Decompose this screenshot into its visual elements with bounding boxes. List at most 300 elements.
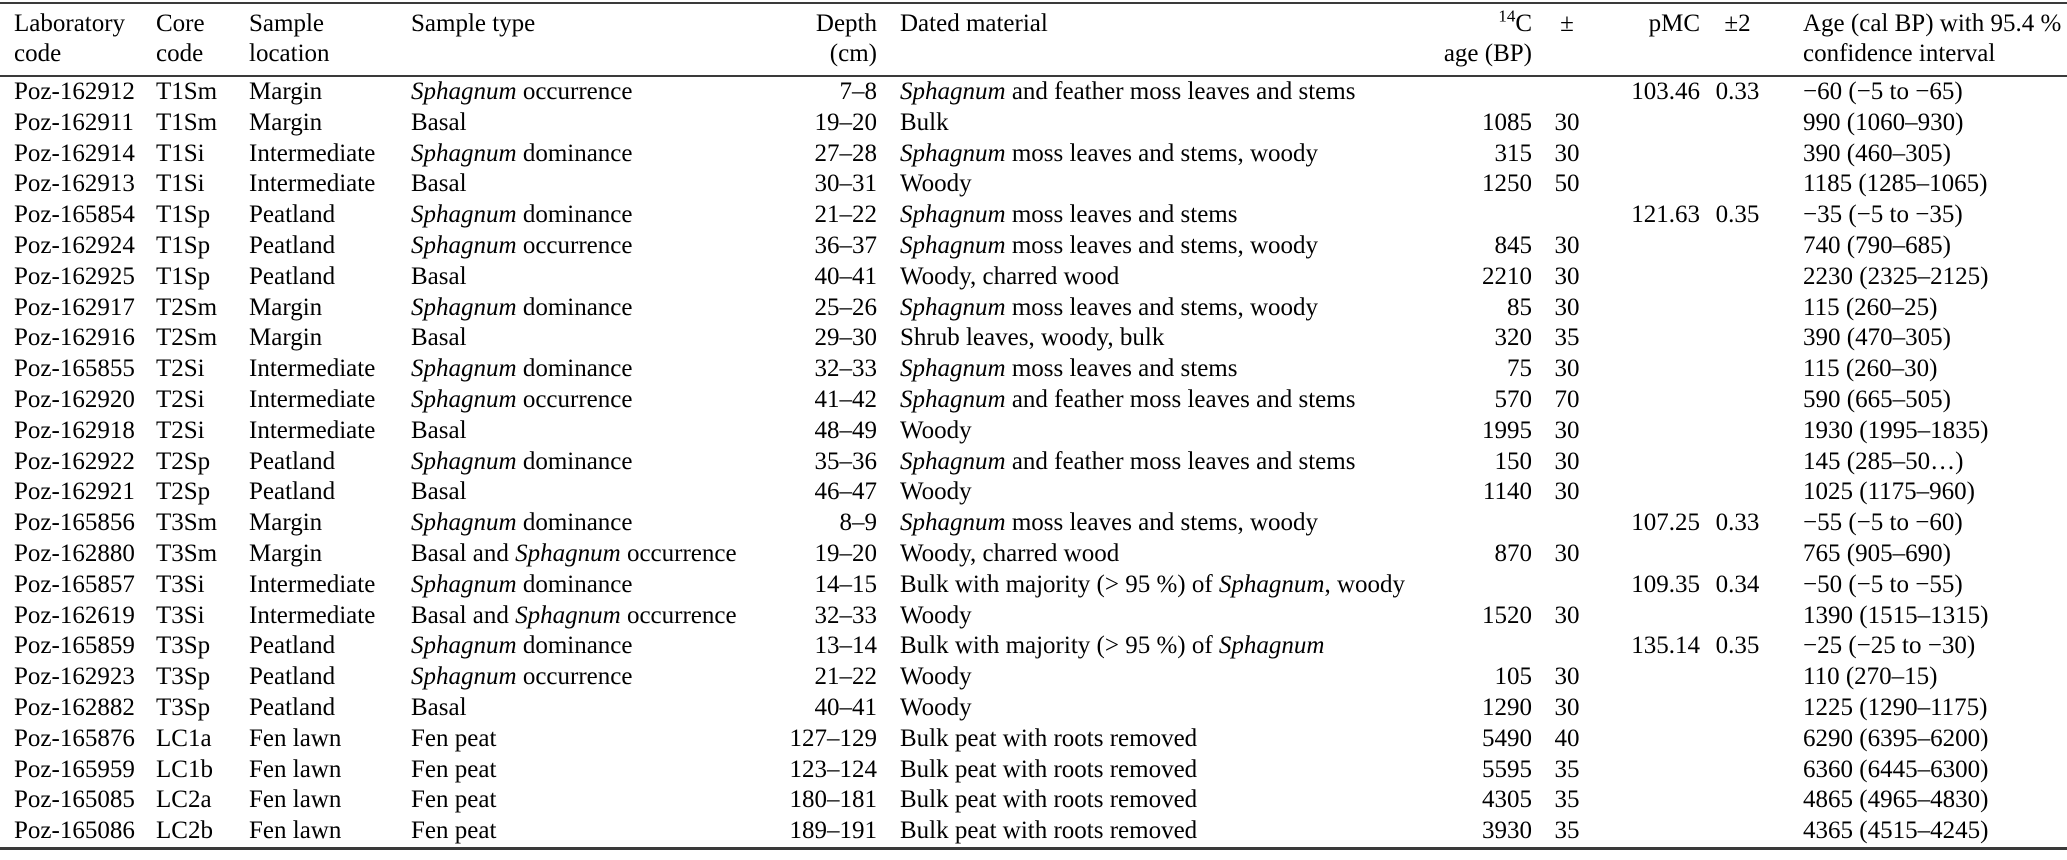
cell-c14-age-bp <box>1407 570 1532 601</box>
cell-dated-material: Sphagnum moss leaves and stems <box>900 201 1238 229</box>
table-row <box>0 539 2067 570</box>
header-line: (cm) <box>829 40 877 67</box>
cell-dated-material: Shrub leaves, woody, bulk <box>900 324 1165 352</box>
cell-pmc <box>1602 662 1700 693</box>
cell-sample-location: Intermediate <box>249 416 376 444</box>
cell-c14-error: 30 <box>1554 139 1580 167</box>
cell-dated-material: Bulk peat with roots removed <box>900 786 1198 814</box>
cell-c14-error: 30 <box>1554 663 1580 691</box>
cell-pmc: 135.14 <box>1631 632 1700 660</box>
cell-depth-cm: 25–26 <box>814 293 877 321</box>
cell-core-code: T1Sp <box>156 231 211 259</box>
cell-pmc-error: 0.33 <box>1715 509 1760 537</box>
cell-sample-location: Peatland <box>249 693 336 721</box>
cell-c14-age-bp: 150 <box>1494 447 1532 475</box>
cell-sample-type: Basal <box>411 416 467 444</box>
cell-sample-location: Margin <box>249 108 323 136</box>
cell-pmc-error <box>1700 108 1775 139</box>
cell-laboratory-code: Poz-162912 <box>14 78 135 105</box>
cell-cal-age: 1225 (1290–1175) <box>1803 693 1988 721</box>
cell-dated-material: Woody <box>900 693 972 721</box>
header-row <box>0 3 2067 76</box>
cell-pmc-error <box>1700 385 1775 416</box>
cell-laboratory-code: Poz-162619 <box>14 601 135 629</box>
cell-cal-age: 390 (460–305) <box>1803 139 1951 167</box>
table-row <box>0 416 2067 447</box>
cell-sample-location: Fen lawn <box>249 755 342 783</box>
cell-core-code: T1Sm <box>156 108 218 136</box>
cell-sample-location: Peatland <box>249 632 336 660</box>
cell-c14-age-bp: 3930 <box>1482 817 1532 845</box>
cell-c14-error: 30 <box>1554 447 1580 475</box>
cell-sample-type: Sphagnum dominance <box>411 139 633 167</box>
cell-c14-error: 30 <box>1554 416 1580 444</box>
cell-cal-age: 110 (270–15) <box>1803 663 1938 691</box>
cell-laboratory-code: Poz-165855 <box>14 355 135 383</box>
cell-sample-type: Basal <box>411 108 467 136</box>
cell-dated-material: Sphagnum moss leaves and stems, woody <box>900 231 1319 259</box>
cell-depth-cm: 27–28 <box>814 139 877 167</box>
header-line: Sample type <box>411 10 536 37</box>
cell-depth-cm: 19–20 <box>814 108 877 136</box>
table-row <box>0 293 2067 324</box>
column-header-c14-age <box>1407 3 1532 76</box>
cell-cal-age: −35 (−5 to −35) <box>1803 201 1963 229</box>
cell-pmc <box>1602 785 1700 816</box>
cell-sample-location: Intermediate <box>249 170 376 198</box>
cell-depth-cm: 46–47 <box>814 478 877 506</box>
cell-core-code: T2Si <box>156 416 205 444</box>
table-row <box>0 693 2067 724</box>
cell-sample-location: Fen lawn <box>249 724 342 752</box>
cell-c14-error: 40 <box>1554 724 1580 752</box>
cell-core-code: T1Si <box>156 139 205 167</box>
column-header-pmc-error <box>1700 3 1775 76</box>
cell-pmc-error: 0.35 <box>1715 632 1760 660</box>
cell-laboratory-code: Poz-165959 <box>14 755 135 783</box>
cell-laboratory-code: Poz-162921 <box>14 478 135 506</box>
table-row <box>0 231 2067 262</box>
cell-pmc-error <box>1700 231 1775 262</box>
cell-c14-age-bp: 105 <box>1494 663 1532 691</box>
cell-c14-age-bp: 570 <box>1494 385 1532 413</box>
cell-sample-location: Fen lawn <box>249 786 342 814</box>
cell-pmc <box>1602 262 1700 293</box>
cell-dated-material: Woody <box>900 663 972 691</box>
cell-cal-age: 2230 (2325–2125) <box>1803 262 1989 290</box>
cell-pmc <box>1602 724 1700 755</box>
cell-laboratory-code: Poz-165856 <box>14 509 135 537</box>
cell-sample-type: Sphagnum occurrence <box>411 663 633 691</box>
cell-dated-material: Bulk with majority (> 95 %) of Sphagnum <box>900 632 1325 660</box>
cell-sample-location: Intermediate <box>249 385 376 413</box>
column-header-depth <box>743 3 877 76</box>
cell-pmc-error <box>1700 693 1775 724</box>
cell-c14-age-bp: 75 <box>1507 355 1532 383</box>
header-line: Core <box>156 10 205 37</box>
cell-dated-material: Sphagnum moss leaves and stems, woody <box>900 509 1319 537</box>
cell-pmc-error <box>1700 601 1775 632</box>
cell-laboratory-code: Poz-165085 <box>14 786 135 814</box>
cell-c14-age-bp: 1140 <box>1482 478 1532 506</box>
cell-core-code: T3Sm <box>156 539 218 567</box>
cell-c14-error: 30 <box>1554 601 1580 629</box>
cell-core-code: T2Sp <box>156 447 211 475</box>
table-row <box>0 447 2067 478</box>
cell-pmc-error <box>1700 724 1775 755</box>
cell-cal-age: −25 (−25 to −30) <box>1803 632 1976 660</box>
cell-c14-error: 35 <box>1554 786 1580 814</box>
cell-laboratory-code: Poz-162924 <box>14 231 135 259</box>
cell-c14-age-bp: 870 <box>1494 539 1532 567</box>
cell-c14-error: 30 <box>1554 108 1580 136</box>
cell-dated-material: Woody <box>900 478 972 506</box>
cell-laboratory-code: Poz-165854 <box>14 201 135 229</box>
table-row <box>0 755 2067 786</box>
cell-core-code: T2Si <box>156 355 205 383</box>
cell-laboratory-code: Poz-162911 <box>14 108 134 136</box>
cell-depth-cm: 40–41 <box>814 693 877 721</box>
cell-sample-type: Sphagnum occurrence <box>411 78 633 105</box>
table-row <box>0 477 2067 508</box>
cell-cal-age: 390 (470–305) <box>1803 324 1951 352</box>
cell-pmc-error <box>1700 785 1775 816</box>
c14-element-symbol: C <box>1515 10 1532 37</box>
header-line: ± <box>1560 10 1574 37</box>
cell-sample-location: Peatland <box>249 478 336 506</box>
cell-pmc <box>1602 385 1700 416</box>
cell-sample-type: Sphagnum dominance <box>411 570 633 598</box>
cell-sample-location: Peatland <box>249 663 336 691</box>
cell-depth-cm: 13–14 <box>814 632 877 660</box>
cell-c14-error: 70 <box>1554 385 1580 413</box>
cell-depth-cm: 40–41 <box>814 262 877 290</box>
column-header-core-code <box>156 3 249 76</box>
cell-pmc-error <box>1700 477 1775 508</box>
cell-laboratory-code: Poz-162882 <box>14 693 135 721</box>
cell-dated-material: Bulk peat with roots removed <box>900 817 1198 845</box>
c14-superscript: 14 <box>1498 6 1516 26</box>
cell-sample-type: Sphagnum dominance <box>411 293 633 321</box>
cell-pmc-error <box>1700 354 1775 385</box>
cell-laboratory-code: Poz-162913 <box>14 170 135 198</box>
cell-sample-location: Peatland <box>249 201 336 229</box>
table-row <box>0 108 2067 139</box>
header-line: Laboratory <box>14 10 126 37</box>
cell-sample-location: Intermediate <box>249 355 376 383</box>
cell-c14-age-bp <box>1407 76 1532 108</box>
table-row <box>0 354 2067 385</box>
cell-core-code: T2Si <box>156 385 205 413</box>
cell-c14-age-bp <box>1407 631 1532 662</box>
cell-depth-cm: 7–8 <box>839 78 877 105</box>
table-row <box>0 570 2067 601</box>
cell-depth-cm: 19–20 <box>814 539 877 567</box>
table-row <box>0 785 2067 816</box>
table-header <box>0 3 2067 76</box>
cell-core-code: LC2a <box>156 786 212 814</box>
table-row <box>0 385 2067 416</box>
cell-pmc-error <box>1700 755 1775 786</box>
cell-sample-type: Basal <box>411 170 467 198</box>
cell-c14-error: 30 <box>1554 693 1580 721</box>
cell-pmc <box>1602 139 1700 170</box>
cell-pmc <box>1602 816 1700 848</box>
column-header-sample-location <box>249 3 411 76</box>
cell-pmc <box>1602 108 1700 139</box>
cell-pmc-error <box>1700 323 1775 354</box>
cell-sample-type: Sphagnum dominance <box>411 447 633 475</box>
cell-laboratory-code: Poz-162920 <box>14 385 135 413</box>
table-row <box>0 816 2067 848</box>
cell-c14-error: 30 <box>1554 293 1580 321</box>
cell-sample-type: Fen peat <box>411 786 497 814</box>
cell-pmc-error <box>1700 416 1775 447</box>
cell-c14-error: 30 <box>1554 478 1580 506</box>
cell-core-code: T1Sm <box>156 78 218 105</box>
cell-core-code: LC1b <box>156 755 213 783</box>
cell-c14-age-bp: 1085 <box>1482 108 1532 136</box>
cell-sample-type: Basal and Sphagnum occurrence <box>411 601 737 629</box>
cell-depth-cm: 14–15 <box>814 570 877 598</box>
header-line: Age (cal BP) with 95.4 % <box>1803 10 2062 37</box>
header-line: location <box>249 40 330 67</box>
cell-depth-cm: 29–30 <box>814 324 877 352</box>
table-row <box>0 262 2067 293</box>
cell-c14-age-bp: 1995 <box>1482 416 1532 444</box>
cell-laboratory-code: Poz-162922 <box>14 447 135 475</box>
cell-cal-age: 990 (1060–930) <box>1803 108 1964 136</box>
cell-pmc <box>1602 323 1700 354</box>
table-body <box>0 76 2067 848</box>
cell-sample-type: Sphagnum dominance <box>411 201 633 229</box>
cell-pmc <box>1602 477 1700 508</box>
cell-laboratory-code: Poz-162923 <box>14 663 135 691</box>
table-row <box>0 200 2067 231</box>
cell-pmc-error <box>1700 293 1775 324</box>
cell-pmc <box>1602 447 1700 478</box>
table-row <box>0 662 2067 693</box>
cell-dated-material: Woody, charred wood <box>900 539 1120 567</box>
cell-c14-age-bp: 2210 <box>1482 262 1532 290</box>
table-row <box>0 169 2067 200</box>
table-row <box>0 601 2067 632</box>
cell-depth-cm: 180–181 <box>789 786 877 814</box>
cell-pmc: 103.46 <box>1631 78 1700 105</box>
cell-pmc <box>1602 354 1700 385</box>
cell-laboratory-code: Poz-162914 <box>14 139 135 167</box>
cell-pmc <box>1602 231 1700 262</box>
cell-c14-error: 35 <box>1554 817 1580 845</box>
cell-core-code: T2Sp <box>156 478 211 506</box>
cell-cal-age: −50 (−5 to −55) <box>1803 570 1963 598</box>
cell-cal-age: 1025 (1175–960) <box>1803 478 1975 506</box>
cell-depth-cm: 32–33 <box>814 355 877 383</box>
radiocarbon-dating-table <box>0 2 2067 850</box>
cell-c14-error: 30 <box>1554 355 1580 383</box>
cell-c14-error: 50 <box>1554 170 1580 198</box>
cell-depth-cm: 21–22 <box>814 201 877 229</box>
cell-cal-age: 6360 (6445–6300) <box>1803 755 1989 783</box>
cell-core-code: T2Sm <box>156 293 218 321</box>
cell-pmc-error <box>1700 169 1775 200</box>
cell-c14-age-bp: 845 <box>1494 231 1532 259</box>
cell-dated-material: Sphagnum moss leaves and stems <box>900 355 1238 383</box>
cell-laboratory-code: Poz-162925 <box>14 262 135 290</box>
cell-depth-cm: 8–9 <box>839 509 877 537</box>
column-header-pmc <box>1602 3 1700 76</box>
cell-sample-location: Peatland <box>249 231 336 259</box>
cell-sample-type: Basal <box>411 693 467 721</box>
cell-sample-location: Peatland <box>249 447 336 475</box>
cell-pmc <box>1602 293 1700 324</box>
cell-sample-location: Margin <box>249 324 323 352</box>
cell-pmc-error <box>1700 816 1775 848</box>
cell-depth-cm: 32–33 <box>814 601 877 629</box>
cell-sample-type: Fen peat <box>411 724 497 752</box>
table-row <box>0 139 2067 170</box>
cell-depth-cm: 48–49 <box>814 416 877 444</box>
header-line: Depth <box>815 10 877 37</box>
cell-depth-cm: 189–191 <box>789 817 877 845</box>
cell-core-code: T3Si <box>156 570 205 598</box>
cell-c14-error: 35 <box>1554 324 1580 352</box>
cell-sample-location: Margin <box>249 78 323 105</box>
cell-laboratory-code: Poz-162880 <box>14 539 135 567</box>
header-line: Dated material <box>900 10 1048 37</box>
cell-pmc <box>1602 693 1700 724</box>
cell-sample-type: Sphagnum dominance <box>411 355 633 383</box>
cell-core-code: T3Sp <box>156 693 211 721</box>
cell-core-code: T2Sm <box>156 324 218 352</box>
cell-cal-age: 4865 (4965–4830) <box>1803 786 1989 814</box>
cell-sample-location: Margin <box>249 509 323 537</box>
cell-dated-material: Woody <box>900 601 972 629</box>
cell-pmc-error <box>1700 662 1775 693</box>
cell-core-code: T3Sp <box>156 632 211 660</box>
cell-pmc: 109.35 <box>1631 570 1700 598</box>
cell-pmc-error: 0.33 <box>1715 78 1760 105</box>
cell-dated-material: Woody, charred wood <box>900 262 1120 290</box>
header-line: Sample <box>249 10 324 37</box>
cell-sample-location: Intermediate <box>249 570 376 598</box>
column-header-dated-material <box>877 3 1407 76</box>
cell-core-code: LC1a <box>156 724 212 752</box>
cell-c14-error: 35 <box>1554 755 1580 783</box>
cell-laboratory-code: Poz-162918 <box>14 416 135 444</box>
cell-laboratory-code: Poz-165876 <box>14 724 135 752</box>
cell-dated-material: Sphagnum and feather moss leaves and stems <box>900 78 1356 105</box>
cell-cal-age: 6290 (6395–6200) <box>1803 724 1989 752</box>
cell-core-code: T3Si <box>156 601 205 629</box>
table-row <box>0 724 2067 755</box>
cell-dated-material: Woody <box>900 416 972 444</box>
column-header-laboratory-code <box>0 3 156 76</box>
cell-depth-cm: 36–37 <box>814 231 877 259</box>
cell-core-code: T1Si <box>156 170 205 198</box>
cell-sample-type: Basal <box>411 324 467 352</box>
cell-cal-age: 740 (790–685) <box>1803 231 1951 259</box>
cell-cal-age: 1390 (1515–1315) <box>1803 601 1989 629</box>
cell-cal-age: 1185 (1285–1065) <box>1803 170 1988 198</box>
cell-pmc-error <box>1700 139 1775 170</box>
cell-c14-error: 30 <box>1554 262 1580 290</box>
table-row <box>0 631 2067 662</box>
cell-c14-age-bp: 320 <box>1494 324 1532 352</box>
cell-pmc-error <box>1700 262 1775 293</box>
column-header-sample-type <box>411 3 743 76</box>
cell-sample-location: Margin <box>249 293 323 321</box>
header-line: confidence interval <box>1803 40 1996 67</box>
cell-pmc-error <box>1700 539 1775 570</box>
cell-cal-age: 590 (665–505) <box>1803 385 1951 413</box>
cell-laboratory-code: Poz-165857 <box>14 570 135 598</box>
cell-sample-location: Intermediate <box>249 139 376 167</box>
cell-c14-age-bp: 1520 <box>1482 601 1532 629</box>
cell-sample-location: Margin <box>249 539 323 567</box>
cell-pmc <box>1602 416 1700 447</box>
cell-laboratory-code: Poz-165859 <box>14 632 135 660</box>
cell-c14-error: 30 <box>1554 231 1580 259</box>
cell-pmc <box>1602 755 1700 786</box>
header-line: ±2 <box>1724 10 1751 37</box>
cell-c14-error <box>1532 570 1602 601</box>
cell-sample-location: Intermediate <box>249 601 376 629</box>
header-line: pMC <box>1648 10 1700 37</box>
cell-c14-error <box>1532 508 1602 539</box>
cell-pmc: 121.63 <box>1631 201 1700 229</box>
cell-cal-age: 145 (285–50…) <box>1803 447 1964 475</box>
cell-dated-material: Sphagnum and feather moss leaves and stems <box>900 447 1356 475</box>
cell-sample-type: Fen peat <box>411 755 497 783</box>
cell-depth-cm: 41–42 <box>814 385 877 413</box>
cell-cal-age: 1930 (1995–1835) <box>1803 416 1989 444</box>
cell-pmc-error <box>1700 447 1775 478</box>
cell-dated-material: Sphagnum and feather moss leaves and stems <box>900 385 1356 413</box>
cell-sample-location: Fen lawn <box>249 817 342 845</box>
cell-core-code: T1Sp <box>156 201 211 229</box>
cell-pmc <box>1602 539 1700 570</box>
cell-dated-material: Bulk peat with roots removed <box>900 724 1198 752</box>
cell-cal-age: −55 (−5 to −60) <box>1803 509 1963 537</box>
cell-c14-error <box>1532 631 1602 662</box>
cell-sample-location: Peatland <box>249 262 336 290</box>
cell-c14-age-bp: 85 <box>1507 293 1532 321</box>
cell-sample-type: Fen peat <box>411 817 497 845</box>
cell-core-code: T3Sp <box>156 663 211 691</box>
cell-dated-material: Bulk with majority (> 95 %) of Sphagnum, woody <box>900 570 1406 598</box>
cell-pmc-error: 0.34 <box>1715 570 1760 598</box>
header-line: code <box>156 40 204 67</box>
table-row <box>0 76 2067 108</box>
cell-pmc <box>1602 169 1700 200</box>
cell-c14-error <box>1532 200 1602 231</box>
cell-depth-cm: 127–129 <box>789 724 877 752</box>
cell-laboratory-code: Poz-162917 <box>14 293 135 321</box>
cell-sample-type: Basal <box>411 478 467 506</box>
cell-dated-material: Sphagnum moss leaves and stems, woody <box>900 139 1319 167</box>
cell-pmc: 107.25 <box>1631 509 1700 537</box>
cell-depth-cm: 35–36 <box>814 447 877 475</box>
cell-c14-age-bp: 5595 <box>1482 755 1532 783</box>
cell-cal-age: 4365 (4515–4245) <box>1803 817 1989 845</box>
cell-cal-age: 115 (260–30) <box>1803 355 1938 383</box>
table-row <box>0 508 2067 539</box>
cell-cal-age: −60 (−5 to −65) <box>1803 78 1963 105</box>
header-line <box>1407 6 1532 39</box>
cell-c14-error <box>1532 76 1602 108</box>
table-row <box>0 323 2067 354</box>
